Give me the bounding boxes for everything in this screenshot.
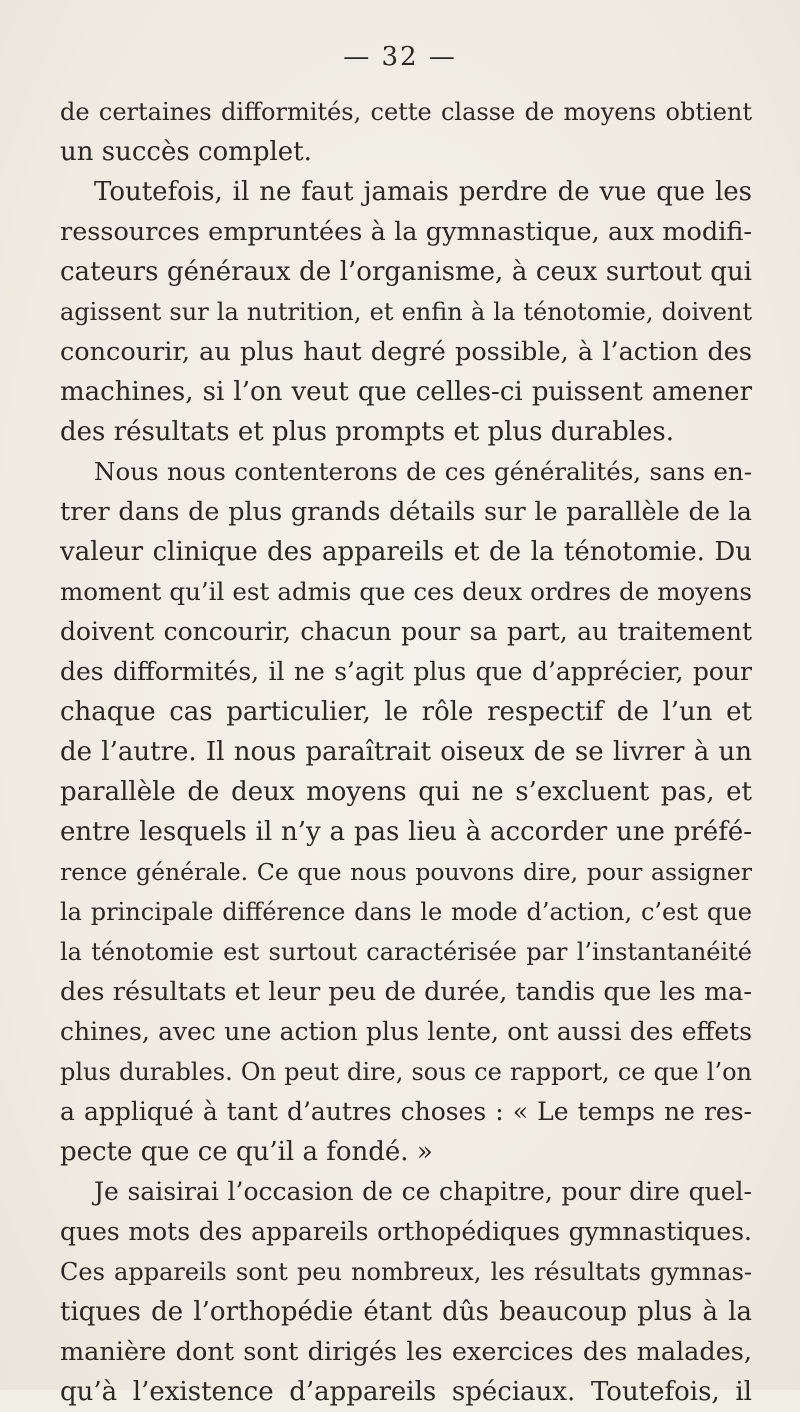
text-line: de certaines difformités, cette classe de moyens obtient — [60, 98, 752, 126]
text-line: a appliqué à tant d’autres choses : « Le temps ne res- — [60, 1097, 752, 1126]
text-line: Nous nous contenterons de ces généralités, sans en- — [94, 457, 752, 486]
text-line: qu’à l’existence d’appareils spéciaux. Toutefois, il — [60, 1377, 752, 1407]
text-line: de l’autre. Il nous paraîtrait oiseux de se livrer à un — [60, 737, 752, 767]
text-line: manière dont sont dirigés les exercices des malades, — [60, 1337, 752, 1367]
text-line: ques mots des appareils orthopédiques gymnastiques. — [60, 1217, 752, 1246]
text-line: chaque cas particulier, le rôle respectif de l’un et — [60, 697, 752, 727]
text-line: des résultats et leur peu de durée, tandis que les ma- — [60, 977, 752, 1007]
text-line: machines, si l’on veut que celles-ci puissent amener — [60, 377, 752, 407]
text-line: valeur clinique des appareils et de la ténotomie. Du — [60, 537, 752, 567]
text-line: tiques de l’orthopédie étant dûs beaucoup plus à la — [60, 1297, 752, 1327]
text-line: cateurs généraux de l’organisme, à ceux surtout qui — [60, 257, 752, 287]
text-line: chines, avec une action plus lente, ont aussi des effets — [60, 1017, 752, 1046]
body-text — [60, 92, 752, 1412]
text-line: parallèle de deux moyens qui ne s’excluent pas, et — [60, 777, 752, 807]
text-line: moment qu’il est admis que ces deux ordres de moyens — [60, 577, 752, 606]
text-line: agissent sur la nutrition, et enfin à la ténotomie, doivent — [60, 298, 752, 326]
page-number: — 32 — — [343, 42, 457, 72]
text-line: rence générale. Ce que nous pouvons dire, pour assigner — [60, 858, 752, 886]
text-line: des résultats et plus prompts et plus durables. — [60, 417, 675, 447]
text-line: pecte que ce qu’il a fondé. » — [60, 1137, 433, 1167]
text-line: plus durables. On peut dire, sous ce rapport, ce que l’on — [60, 1058, 752, 1086]
text-line: entre lesquels il n’y a pas lieu à accorder une préfé- — [60, 817, 752, 847]
text-line: ressources empruntées à la gymnastique, aux modifi- — [60, 217, 752, 247]
text-line: la principale différence dans le mode d’action, c’est que — [60, 898, 752, 926]
text-line: concourir, au plus haut degré possible, à l’action des — [60, 337, 752, 367]
text-line: Ces appareils sont peu nombreux, les résultats gymnas- — [60, 1258, 752, 1286]
text-line: trer dans de plus grands détails sur le parallèle de la — [60, 497, 752, 527]
text-line: Je saisirai l’occasion de ce chapitre, pour dire quel- — [94, 1177, 752, 1206]
text-line: doivent concourir, chacun pour sa part, au traitement — [60, 617, 752, 646]
text-line: des difformités, il ne s’agit plus que d’apprécier, pour — [60, 657, 752, 686]
text-line: la ténotomie est surtout caractérisée par l’instantanéité — [60, 938, 752, 966]
text-line: un succès complet. — [60, 137, 312, 167]
text-line: Toutefois, il ne faut jamais perdre de vue que les — [94, 177, 752, 207]
